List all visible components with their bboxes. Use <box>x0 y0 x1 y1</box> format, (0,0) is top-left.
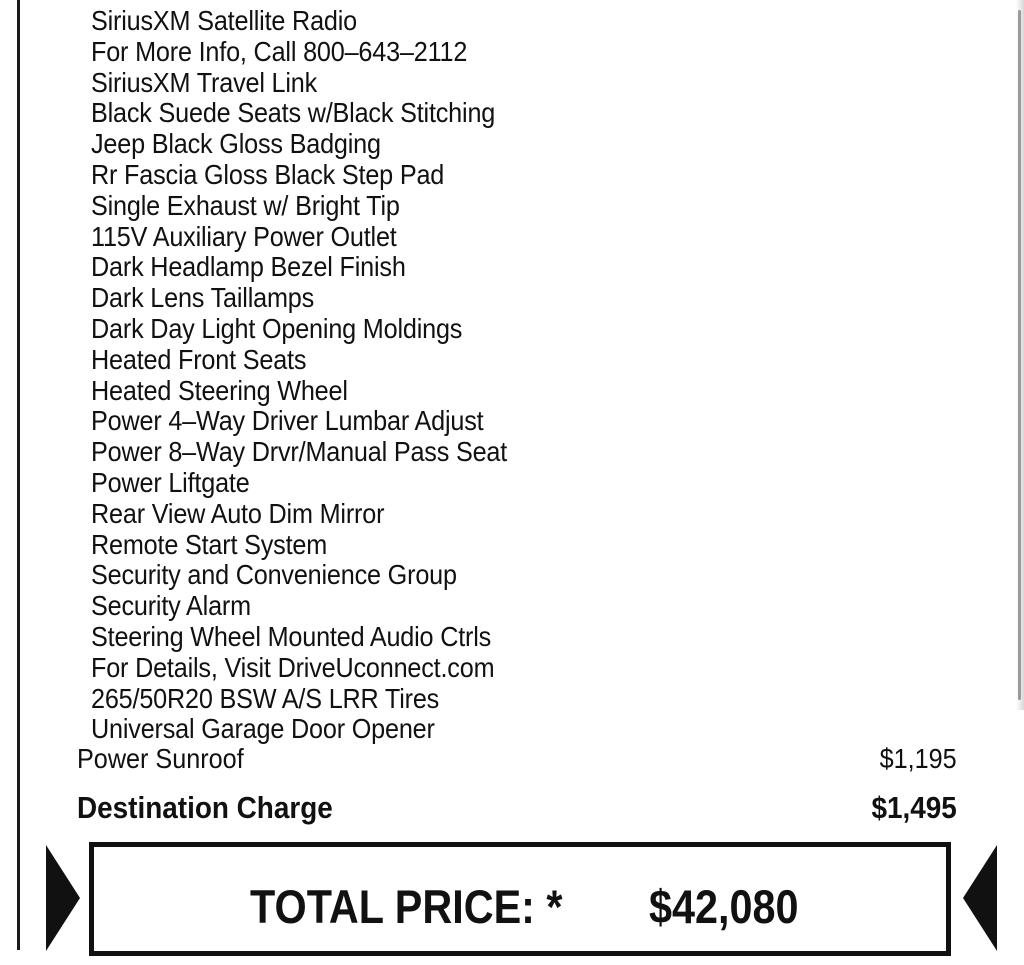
total-price-box <box>89 842 951 956</box>
feature-item: Rr Fascia Gloss Black Step Pad <box>91 158 445 190</box>
destination-charge-label: Destination Charge <box>77 790 333 825</box>
feature-item: Dark Day Light Opening Moldings <box>91 312 463 344</box>
feature-item: Single Exhaust w/ Bright Tip <box>91 189 400 221</box>
feature-item: Dark Lens Taillamps <box>91 282 315 314</box>
feature-item: SiriusXM Travel Link <box>91 66 318 98</box>
feature-item: Remote Start System <box>91 528 328 560</box>
feature-item: 265/50R20 BSW A/S LRR Tires <box>91 682 440 714</box>
feature-item: Security Alarm <box>91 590 251 622</box>
feature-item: Power 4–Way Driver Lumbar Adjust <box>91 405 484 437</box>
feature-item: For More Info, Call 800–643–2112 <box>91 35 468 67</box>
feature-item: Steering Wheel Mounted Audio Ctrls <box>91 620 492 652</box>
page-edge-bar <box>1018 10 1021 700</box>
feature-item: Jeep Black Gloss Badging <box>91 128 381 160</box>
feature-item: Rear View Auto Dim Mirror <box>91 497 385 529</box>
feature-item: Universal Garage Door Opener <box>91 713 435 745</box>
right-pointing-triangle-icon <box>46 845 80 951</box>
feature-item: Heated Steering Wheel <box>91 374 348 406</box>
destination-charge-row <box>77 788 957 828</box>
left-pointing-triangle-icon <box>963 845 997 951</box>
feature-item: SiriusXM Satellite Radio <box>91 5 357 36</box>
feature-item: Dark Headlamp Bezel Finish <box>91 251 406 283</box>
destination-charge-price: $1,495 <box>871 790 957 825</box>
feature-item: Power Liftgate <box>91 466 250 498</box>
option-label: Power Sunroof <box>77 743 244 774</box>
feature-item: Heated Front Seats <box>91 343 307 375</box>
option-price: $1,195 <box>879 743 957 774</box>
feature-item: Security and Convenience Group <box>91 559 457 591</box>
feature-item: Black Suede Seats w/Black Stitching <box>91 97 496 129</box>
feature-list <box>91 6 553 745</box>
total-price-label: TOTAL PRICE: * <box>250 880 563 933</box>
feature-item: For Details, Visit DriveUconnect.com <box>91 651 495 683</box>
feature-item: 115V Auxiliary Power Outlet <box>91 220 397 252</box>
feature-item: Power 8–Way Drvr/Manual Pass Seat <box>91 436 508 468</box>
option-row-sunroof <box>77 742 957 776</box>
total-price-value: $42,080 <box>649 880 799 933</box>
left-border-rule <box>17 0 20 950</box>
